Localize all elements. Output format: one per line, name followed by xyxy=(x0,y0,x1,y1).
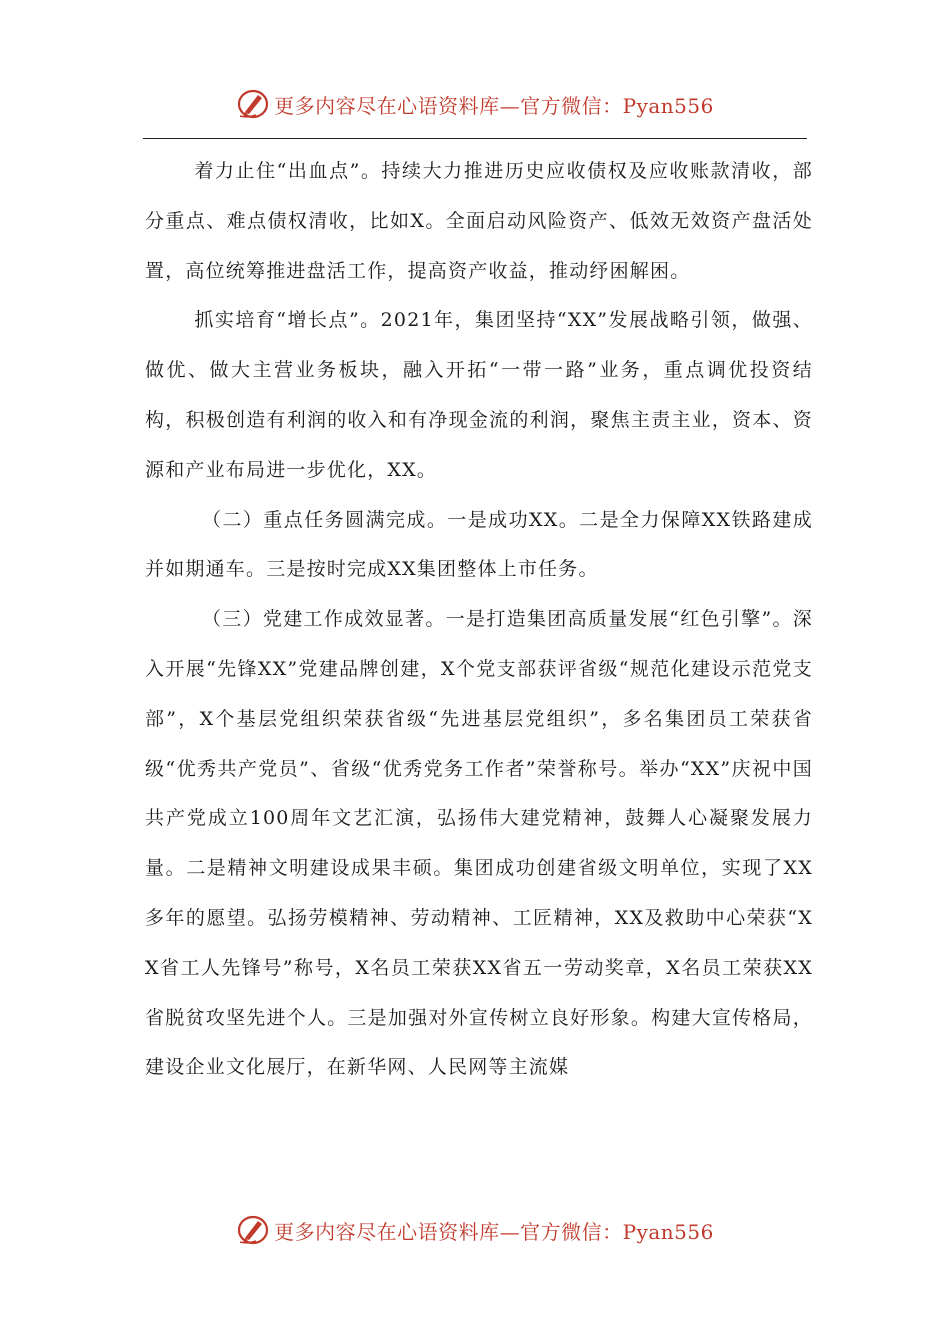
paragraph-key-tasks: （二）重点任务圆满完成。一是成功XX。二是全力保障XX铁路建成并如期通车。三是按时完成XX集团整体上市任务。 xyxy=(145,508,813,581)
pen-logo-icon xyxy=(236,1213,270,1247)
header-banner xyxy=(0,80,950,128)
header-banner-text: 更多内容尽在心语资料库—官方微信：Pyan556 xyxy=(274,93,714,118)
document-body xyxy=(145,147,813,1093)
footer-banner-text: 更多内容尽在心语资料库—官方微信：Pyan556 xyxy=(274,1219,714,1244)
paragraph-growth-point: 抓实培育“增长点”。2021年，集团坚持“XX”发展战略引领，做强、做优、做大主营业务板块，融入开拓“一带一路”业务，重点调优投资结构，积极创造有利润的收入和有净现金流的利润，聚焦主责主业，资本、资源和产业布局进一步优化，XX。 xyxy=(145,309,813,481)
footer-banner xyxy=(0,1206,950,1254)
pen-logo-icon xyxy=(236,87,270,121)
paragraph-bleeding-point: 着力止住“出血点”。持续大力推进历史应收债权及应收账款清收，部分重点、难点债权清收，比如X。全面启动风险资产、低效无效资产盘活处置，高位统筹推进盘活工作，提高资产收益，推动纾困解困。 xyxy=(145,160,813,282)
paragraph-party-building: （三）党建工作成效显著。一是打造集团高质量发展“红色引擎”。深入开展“先锋XX”党建品牌创建，X个党支部获评省级“规范化建设示范党支部”，X个基层党组织荣获省级“先进基层党组织”，多名集团员工荣获省级“优秀共产党员”、省级“优秀党务工作者”荣誉称号。举办“XX”庆祝中国共产党成立100周年文艺汇演，弘扬伟大建党精神，鼓舞人心凝聚发展力量。二是精神文明建设成果丰硕。集团成功创建省级文明单位，实现了XX多年的愿望。弘扬劳模精神、劳动精神、工匠精神，XX及救助中心荣获“XX省工人先锋号”称号，X名员工荣获XX省五一劳动奖章，X名员工荣获XX省脱贫攻坚先进个人。三是加强对外宣传树立良好形象。构建大宣传格局，建设企业文化展厅，在新华网、人民网等主流媒 xyxy=(145,608,813,1079)
header-divider xyxy=(143,138,807,139)
